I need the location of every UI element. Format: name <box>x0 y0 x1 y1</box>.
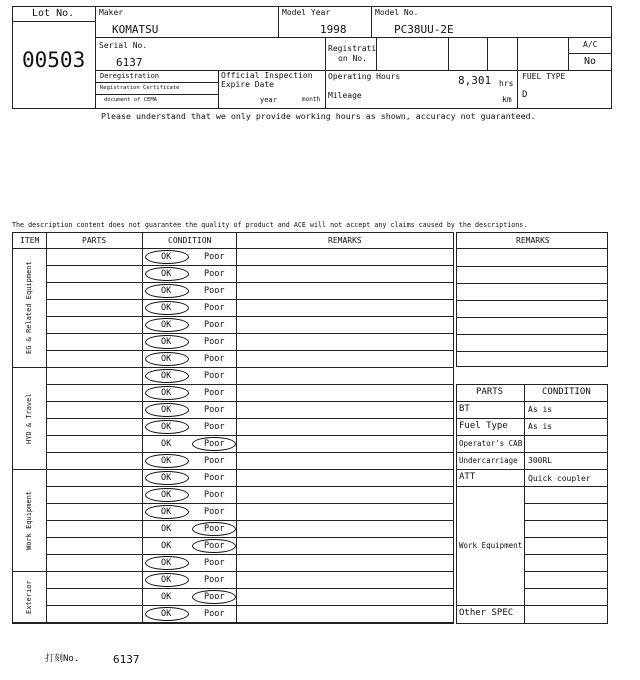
ok-label: OK <box>161 541 172 551</box>
ok-label: OK <box>161 371 172 381</box>
poor-label: Poor <box>204 541 225 551</box>
ok-selected-oval <box>145 573 189 587</box>
ok-selected-oval <box>145 505 189 519</box>
disclaimer: The description content does not guarantee the quality of product and ACE will not accept any claims caused by the descriptions. <box>12 221 528 229</box>
poor-label: Poor <box>204 354 225 364</box>
right-part-1: BT <box>459 404 470 414</box>
registration-label-1: Registrati <box>328 44 377 53</box>
group-label: HYD & Travel <box>25 392 33 444</box>
ok-selected-oval <box>145 471 189 485</box>
poor-label: Poor <box>204 524 225 534</box>
ok-selected-oval <box>145 267 189 281</box>
condition-header: CONDITION <box>168 236 212 245</box>
mileage-label: Mileage <box>328 91 362 100</box>
model-year-label: Model Year <box>282 8 331 17</box>
lot-label: Lot No. <box>32 8 75 19</box>
ok-label: OK <box>161 303 172 313</box>
poor-label: Poor <box>204 252 225 262</box>
ok-label: OK <box>161 422 172 432</box>
poor-label: Poor <box>204 405 225 415</box>
group-label: Exterior <box>25 579 33 614</box>
ok-label: OK <box>161 456 172 466</box>
ok-selected-oval <box>145 454 189 468</box>
ok-selected-oval <box>145 352 189 366</box>
maker-label: Maker <box>99 8 124 17</box>
ok-selected-oval <box>145 284 189 298</box>
right-condition-2: As is <box>528 422 553 431</box>
ok-label: OK <box>161 269 172 279</box>
poor-selected-oval <box>192 437 236 451</box>
ac-value: No <box>584 56 597 67</box>
poor-label: Poor <box>204 337 225 347</box>
ok-label: OK <box>161 524 172 534</box>
right-condition-4: 300RL <box>528 456 553 465</box>
ok-selected-oval <box>145 318 189 332</box>
poor-label: Poor <box>204 303 225 313</box>
poor-label: Poor <box>204 473 225 483</box>
ok-label: OK <box>161 473 172 483</box>
year-label: year <box>260 96 277 104</box>
group-label: EG & Related Equipment <box>25 261 33 354</box>
poor-label: Poor <box>204 490 225 500</box>
poor-label: Poor <box>204 439 225 449</box>
model-no-value: PC38UU-2E <box>394 23 454 36</box>
remarks-header: REMARKS <box>328 236 362 245</box>
maker-value: KOMATSU <box>112 23 159 36</box>
lot-value: 00503 <box>22 48 86 72</box>
parts-header: PARTS <box>82 236 107 245</box>
serial-value: 6137 <box>116 56 143 69</box>
ok-label: OK <box>161 286 172 296</box>
poor-label: Poor <box>204 456 225 466</box>
ok-selected-oval <box>145 369 189 383</box>
ok-selected-oval <box>145 607 189 621</box>
poor-selected-oval <box>192 590 236 604</box>
inspection-label-1: Official Inspection <box>221 71 313 80</box>
ok-selected-oval <box>145 403 189 417</box>
poor-label: Poor <box>204 371 225 381</box>
ok-label: OK <box>161 354 172 364</box>
ok-label: OK <box>161 490 172 500</box>
registration-label-2: on No. <box>338 54 367 63</box>
poor-label: Poor <box>204 286 225 296</box>
poor-label: Poor <box>204 575 225 585</box>
poor-label: Poor <box>204 609 225 619</box>
ok-label: OK <box>161 558 172 568</box>
cema-label: document of CEMA <box>104 97 157 103</box>
operating-hours-label: Operating Hours <box>328 72 401 81</box>
reg-cert-label: Registration Certificate <box>100 85 180 91</box>
item-header: ITEM <box>20 236 40 245</box>
right-part-5: ATT <box>459 472 476 482</box>
poor-label: Poor <box>204 388 225 398</box>
group-label: Work Equipment <box>25 490 33 550</box>
ok-label: OK <box>161 575 172 585</box>
poor-selected-oval <box>192 539 236 553</box>
ok-selected-oval <box>145 335 189 349</box>
ok-selected-oval <box>145 420 189 434</box>
ok-selected-oval <box>145 386 189 400</box>
stamp-label: 打刻No. <box>45 654 80 664</box>
ok-label: OK <box>161 592 172 602</box>
right-part-2: Fuel Type <box>459 421 508 431</box>
ok-label: OK <box>161 337 172 347</box>
right-condition-header: CONDITION <box>542 387 591 397</box>
month-label: month <box>302 96 321 103</box>
ok-label: OK <box>161 388 172 398</box>
other-spec-label: Other SPEC <box>459 608 514 618</box>
right-condition-1: As is <box>528 405 553 414</box>
poor-label: Poor <box>204 507 225 517</box>
fuel-type-value: D <box>522 90 528 100</box>
right-parts-header: PARTS <box>476 387 504 397</box>
ok-selected-oval <box>145 250 189 264</box>
serial-label: Serial No. <box>99 41 148 50</box>
ac-label: A/C <box>583 40 598 49</box>
poor-label: Poor <box>204 592 225 602</box>
ok-label: OK <box>161 507 172 517</box>
hours-notice: Please understand that we only provide working hours as shown, accuracy not guaranteed. <box>101 111 536 121</box>
right-part-4: Undercarriage <box>459 456 518 465</box>
km-unit: km <box>502 95 512 104</box>
hrs-unit: hrs <box>499 79 514 88</box>
work-equipment-label: Work Equipment <box>459 541 523 550</box>
deregistration-label: Deregistration <box>100 72 160 80</box>
poor-label: Poor <box>204 269 225 279</box>
stamp-value: 6137 <box>113 653 140 666</box>
ok-label: OK <box>161 405 172 415</box>
ok-label: OK <box>161 252 172 262</box>
model-year-value: 1998 <box>320 23 347 36</box>
inspection-label-2: Expire Date <box>221 80 274 89</box>
poor-selected-oval <box>192 522 236 536</box>
ok-selected-oval <box>145 488 189 502</box>
ok-label: OK <box>161 320 172 330</box>
model-no-label: Model No. <box>375 8 419 17</box>
ok-selected-oval <box>145 556 189 570</box>
fuel-type-label: FUEL TYPE <box>522 72 566 81</box>
ok-label: OK <box>161 609 172 619</box>
right-part-3: Operator's CAB <box>459 439 523 448</box>
right-remarks-header: REMARKS <box>516 236 550 245</box>
ok-selected-oval <box>145 301 189 315</box>
right-condition-5: Quick coupler <box>528 474 591 483</box>
poor-label: Poor <box>204 558 225 568</box>
poor-label: Poor <box>204 422 225 432</box>
poor-label: Poor <box>204 320 225 330</box>
operating-hours-value: 8,301 <box>458 74 492 87</box>
ok-label: OK <box>161 439 172 449</box>
